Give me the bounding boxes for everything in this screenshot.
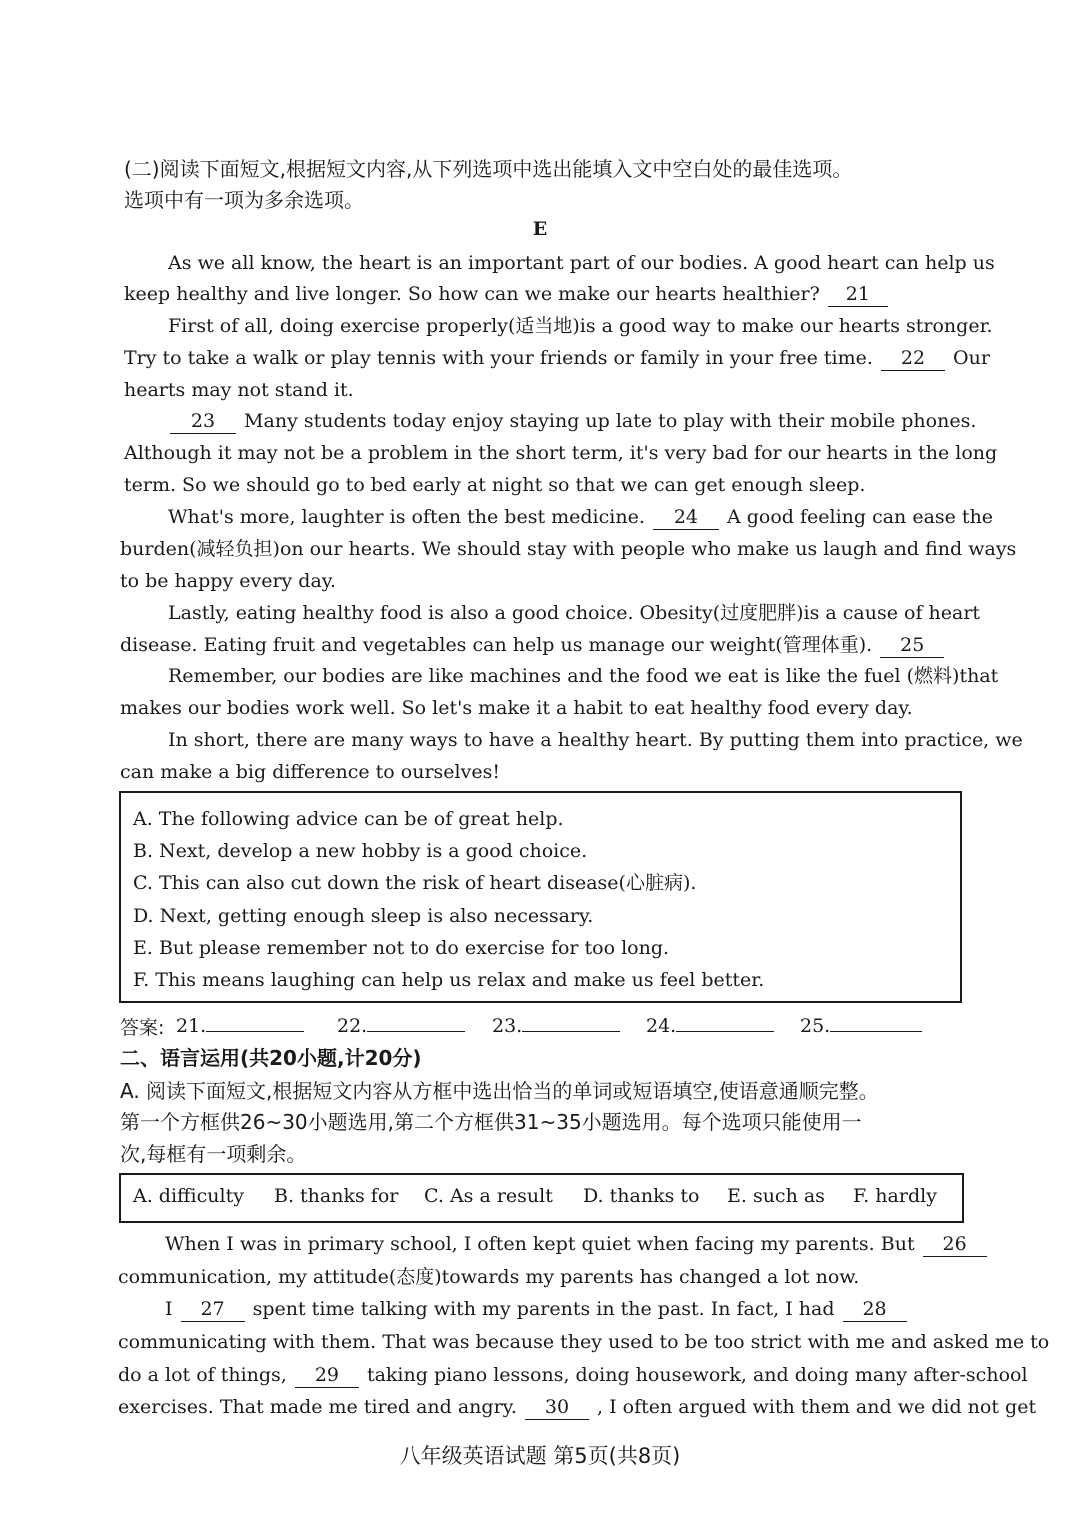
passage-text: , I often argued with them and we did not get <box>597 1396 1037 1418</box>
page-footer: 八年级英语试题 第5页(共8页) <box>399 1444 681 1468</box>
passage-line <box>124 344 990 372</box>
passage-line: can make a big difference to ourselves! <box>120 761 500 783</box>
blank-22[interactable]: 22 <box>881 346 945 371</box>
passage-text: What's more, laughter is often the best medicine. <box>168 506 645 528</box>
passage-text: taking piano lessons, doing housework, and doing many after-school <box>366 1364 1028 1386</box>
section-instruction-3: 次,每框有一项剩余。 <box>120 1142 307 1166</box>
passage-line: Lastly, eating healthy food is also a good choice. Obesity(过度肥胖)is a cause of heart <box>168 602 981 624</box>
blank-23[interactable]: 23 <box>170 409 236 434</box>
answer-number: 23. <box>492 1015 523 1037</box>
passage-line: Remember, our bodies are like machines and the food we eat is like the fuel (燃料)that <box>168 665 999 687</box>
section-heading: 二、语言运用(共20小题,计20分) <box>120 1046 422 1070</box>
answer-blank[interactable] <box>522 1013 620 1032</box>
answer-label: 答案: <box>120 1017 165 1039</box>
passage-line: In short, there are many ways to have a healthy heart. By putting them into practice, we <box>168 729 1023 751</box>
instruction-line-2: 选项中有一项为多余选项。 <box>124 188 364 212</box>
passage-text: Many students today enjoy staying up late to play with their mobile phones. <box>244 410 977 432</box>
passage-line: As we all know, the heart is an important part of our bodies. A good heart can help us <box>168 252 995 274</box>
option-c[interactable]: C. This can also cut down the risk of heart disease(心脏病). <box>133 872 697 894</box>
passage-line <box>118 1393 1036 1421</box>
answer-22[interactable] <box>337 1013 465 1037</box>
passage-line: communication, my attitude(态度)towards my parents has changed a lot now. <box>118 1266 860 1288</box>
option-d[interactable]: D. Next, getting enough sleep is also necessary. <box>133 905 594 927</box>
answer-21[interactable] <box>176 1013 304 1037</box>
passage-line: hearts may not stand it. <box>124 379 354 401</box>
passage-line <box>165 1230 989 1258</box>
answer-number: 24. <box>646 1015 677 1037</box>
answer-25[interactable] <box>800 1013 922 1037</box>
answer-blank[interactable] <box>367 1013 465 1032</box>
passage-line <box>120 631 946 659</box>
passage-text: I <box>165 1298 173 1320</box>
passage-line <box>165 1295 909 1323</box>
passage-text: do a lot of things, <box>118 1364 287 1386</box>
answer-blank[interactable] <box>676 1013 774 1032</box>
word-option-e[interactable]: E. such as <box>727 1185 825 1207</box>
passage-text: disease. Eating fruit and vegetables can help us manage our weight(管理体重). <box>120 634 873 656</box>
word-option-a[interactable]: A. difficulty <box>133 1185 244 1207</box>
answer-number: 25. <box>800 1015 831 1037</box>
passage-line: First of all, doing exercise properly(适当地)is a good way to make our hearts stronger. <box>168 315 993 337</box>
blank-26[interactable]: 26 <box>923 1232 987 1257</box>
passage-line: makes our bodies work well. So let's make it a habit to eat healthy food every day. <box>120 697 913 719</box>
blank-21[interactable]: 21 <box>828 282 888 307</box>
answer-24[interactable] <box>646 1013 774 1037</box>
word-option-f[interactable]: F. hardly <box>853 1185 937 1207</box>
blank-27[interactable]: 27 <box>181 1297 245 1322</box>
passage-line <box>168 503 993 531</box>
blank-24[interactable]: 24 <box>653 505 719 530</box>
answer-number: 22. <box>337 1015 368 1037</box>
passage-line: Although it may not be a problem in the short term, it's very bad for our hearts in the long <box>124 442 998 464</box>
word-option-b[interactable]: B. thanks for <box>274 1185 399 1207</box>
passage-line: term. So we should go to bed early at night so that we can get enough sleep. <box>124 474 866 496</box>
option-e[interactable]: E. But please remember not to do exercise for too long. <box>133 937 670 959</box>
options-box <box>119 791 962 1003</box>
section-instruction-1: A. 阅读下面短文,根据短文内容从方框中选出恰当的单词或短语填空,使语意通顺完整。 <box>120 1079 879 1103</box>
passage-text: spent time talking with my parents in the past. In fact, I had <box>252 1298 835 1320</box>
passage-text: Try to take a walk or play tennis with your friends or family in your free time. <box>124 347 873 369</box>
instruction-line-1: (二)阅读下面短文,根据短文内容,从下列选项中选出能填入文中空白处的最佳选项。 <box>124 157 853 181</box>
option-b[interactable]: B. Next, develop a new hobby is a good choice. <box>133 840 588 862</box>
answer-blank[interactable] <box>830 1013 922 1032</box>
passage-line: burden(减轻负担)on our hearts. We should stay with people who make us laugh and find ways <box>120 538 1017 560</box>
answer-number: 21. <box>176 1015 207 1037</box>
word-option-d[interactable]: D. thanks to <box>583 1185 700 1207</box>
answer-blank[interactable] <box>206 1013 304 1032</box>
passage-title: E <box>532 218 548 240</box>
blank-29[interactable]: 29 <box>295 1363 359 1388</box>
passage-line: communicating with them. That was because they used to be too strict with me and asked me to <box>118 1331 1050 1353</box>
passage-text: Our <box>953 347 990 369</box>
option-f[interactable]: F. This means laughing can help us relax and make us feel better. <box>133 969 765 991</box>
passage-text: A good feeling can ease the <box>726 506 994 528</box>
section-instruction-2: 第一个方框供26~30小题选用,第二个方框供31~35小题选用。每个选项只能使用一 <box>120 1110 862 1134</box>
word-option-c[interactable]: C. As a result <box>424 1185 553 1207</box>
answer-23[interactable] <box>492 1013 620 1037</box>
passage-line <box>168 407 976 435</box>
blank-25[interactable]: 25 <box>880 633 944 658</box>
passage-line: to be happy every day. <box>120 570 337 592</box>
passage-line <box>124 280 890 308</box>
word-box <box>119 1173 964 1223</box>
option-a[interactable]: A. The following advice can be of great help. <box>133 808 564 830</box>
passage-text: When I was in primary school, I often kept quiet when facing my parents. But <box>165 1233 915 1255</box>
passage-text: exercises. That made me tired and angry. <box>118 1396 517 1418</box>
passage-text: keep healthy and live longer. So how can we make our hearts healthier? <box>124 283 820 305</box>
blank-30[interactable]: 30 <box>525 1395 589 1420</box>
passage-line <box>118 1361 1028 1389</box>
blank-28[interactable]: 28 <box>843 1297 907 1322</box>
